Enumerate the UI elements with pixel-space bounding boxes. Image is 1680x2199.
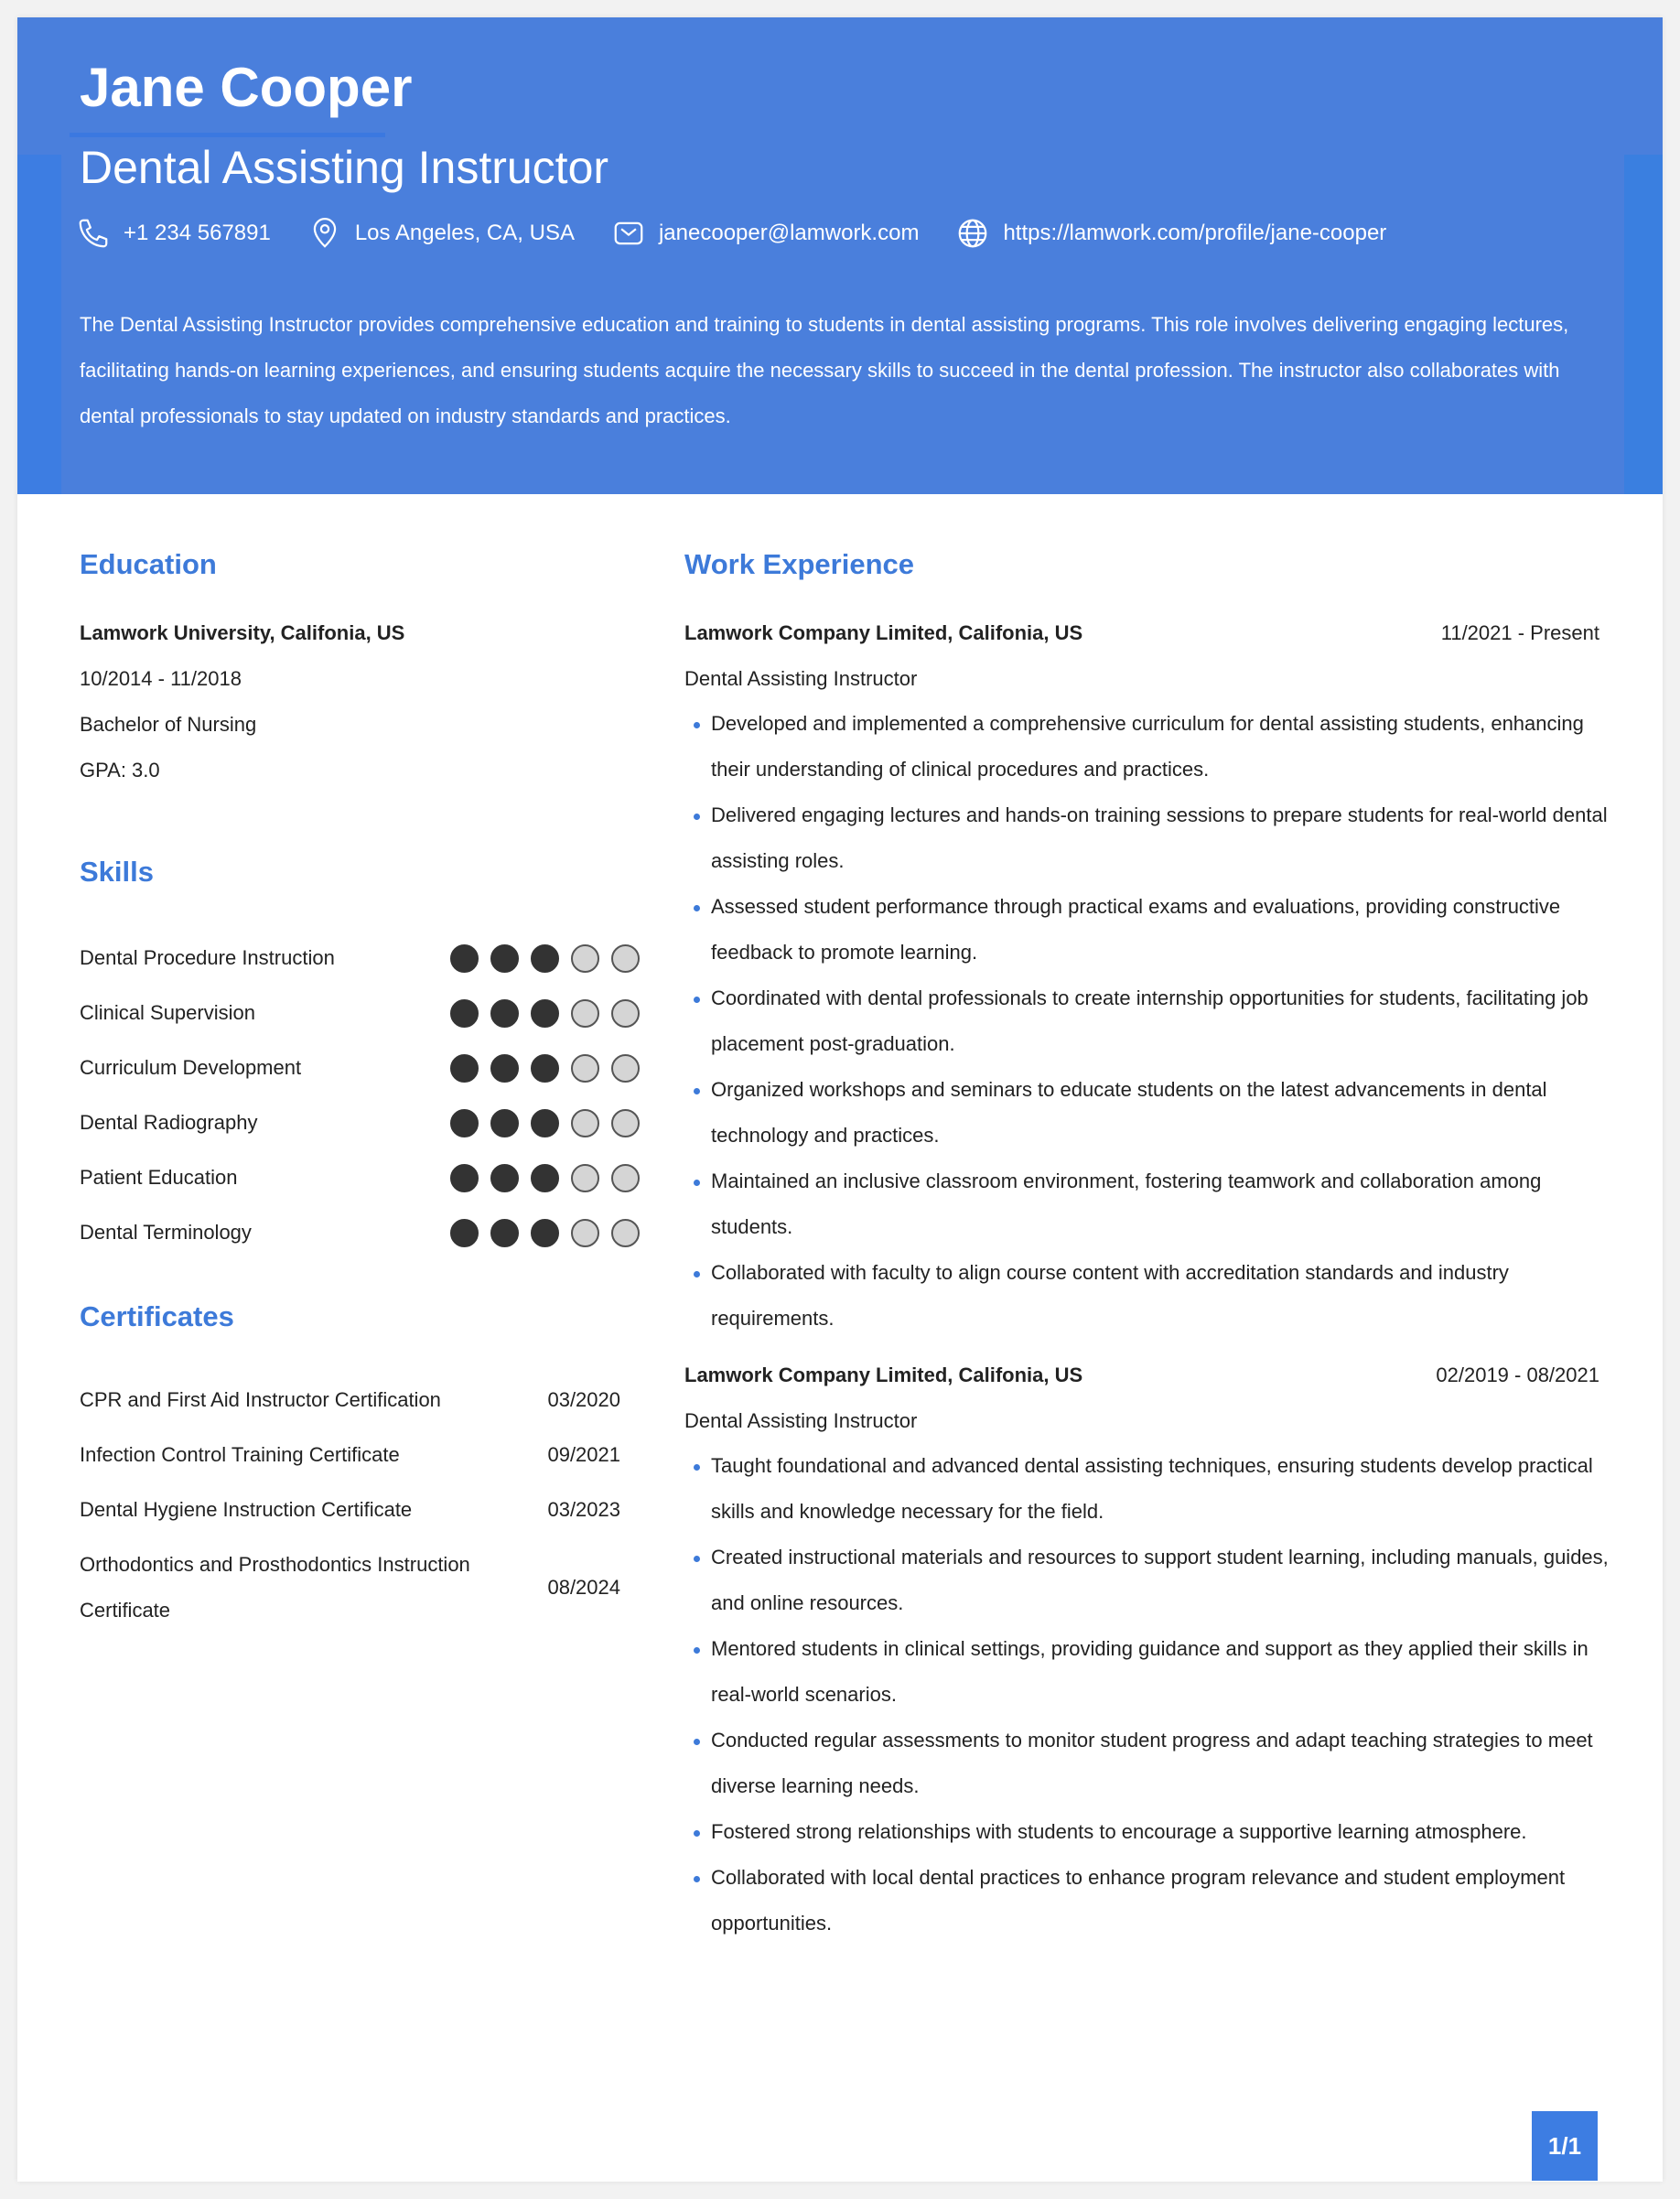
location-text: Los Angeles, CA, USA [354, 221, 575, 245]
email-text: janecooper@lamwork.com [658, 221, 920, 245]
job-header [684, 1364, 1599, 1387]
rating-dot-empty [611, 1219, 640, 1247]
certificate-date: 03/2023 [547, 1498, 620, 1521]
certificate-row [80, 1432, 620, 1478]
rating-dot-empty [571, 1164, 599, 1192]
certificate-row [80, 1377, 620, 1423]
contact-email[interactable] [611, 216, 919, 251]
certificate-name: Infection Control Training Certificate [80, 1443, 400, 1466]
job-company: Lamwork Company Limited, Califonia, US [684, 621, 1083, 644]
skill-row [80, 993, 640, 1033]
contact-website[interactable] [955, 216, 1386, 251]
skill-row [80, 1103, 640, 1143]
certificate-date: 03/2020 [547, 1388, 620, 1411]
rating-dot-empty [611, 1164, 640, 1192]
skill-rating [450, 944, 640, 973]
job-dates: 02/2019 - 08/2021 [1436, 1364, 1599, 1386]
phone-text: +1 234 567891 [124, 221, 271, 245]
skill-rating [450, 1164, 640, 1192]
skill-rating [450, 999, 640, 1028]
resume-page [17, 17, 1663, 2182]
rating-dot-filled [450, 1219, 479, 1247]
job-header [684, 621, 1599, 645]
job-bullet: Assessed student performance through practical exams and evaluations, providing constructive feedback to promote learning. [684, 884, 1609, 976]
rating-dot-filled [531, 999, 559, 1028]
certificate-name: Orthodontics and Prosthodontics Instruction Certificate [80, 1553, 470, 1622]
skill-row [80, 1048, 640, 1088]
rating-dot-filled [531, 1164, 559, 1192]
job-title: Dental Assisting Instructor [80, 142, 609, 193]
rating-dot-empty [611, 1054, 640, 1083]
website-text: https://lamwork.com/profile/jane-cooper [1003, 221, 1387, 245]
rating-dot-filled [490, 999, 519, 1028]
education-school: Lamwork University, Califonia, US [80, 621, 405, 644]
name-underline [70, 133, 385, 137]
skill-row [80, 938, 640, 978]
certificate-date: 08/2024 [547, 1576, 620, 1599]
job-dates: 11/2021 - Present [1440, 621, 1599, 644]
rating-dot-filled [450, 944, 479, 973]
job-bullet: Conducted regular assessments to monitor student progress and adapt teaching strategies to meet diverse learning needs. [684, 1718, 1609, 1809]
rating-dot-filled [531, 1054, 559, 1083]
contact-phone[interactable] [76, 216, 271, 251]
globe-icon [955, 216, 990, 251]
skill-name: Dental Terminology [80, 1221, 252, 1244]
rating-dot-empty [611, 1109, 640, 1137]
education-heading: Education [80, 548, 217, 580]
certificate-name: Dental Hygiene Instruction Certificate [80, 1498, 413, 1521]
phone-icon [76, 216, 111, 251]
certificate-date: 09/2021 [547, 1443, 620, 1466]
page-indicator: 1/1 [1532, 2111, 1598, 2181]
rating-dot-filled [450, 1164, 479, 1192]
rating-dot-filled [531, 1109, 559, 1137]
rating-dot-filled [490, 1054, 519, 1083]
resume-header [17, 17, 1663, 494]
job-role: Dental Assisting Instructor [684, 667, 918, 690]
rating-dot-filled [490, 1219, 519, 1247]
rating-dot-filled [490, 1164, 519, 1192]
candidate-name: Jane Cooper [80, 57, 413, 118]
rating-dot-empty [571, 1219, 599, 1247]
certificate-name: CPR and First Aid Instructor Certification [80, 1388, 441, 1411]
rating-dot-empty [571, 944, 599, 973]
certificate-row [80, 1487, 620, 1533]
work-experience-heading: Work Experience [684, 548, 914, 580]
email-icon [611, 216, 646, 251]
job-bullets [684, 701, 1609, 1342]
rating-dot-filled [490, 944, 519, 973]
certificates-heading: Certificates [80, 1300, 234, 1332]
skill-name: Dental Radiography [80, 1111, 258, 1134]
job-bullet: Developed and implemented a comprehensive curriculum for dental assisting students, enhancing their understanding of clinical procedures and practices. [684, 701, 1609, 792]
job-bullet: Created instructional materials and resources to support student learning, including manuals, guides, and online resources. [684, 1535, 1609, 1626]
job-company: Lamwork Company Limited, Califonia, US [684, 1364, 1083, 1386]
skill-name: Patient Education [80, 1166, 238, 1189]
skill-row [80, 1158, 640, 1198]
rating-dot-filled [450, 1109, 479, 1137]
header-accent-right [1624, 155, 1663, 494]
contact-bar [76, 213, 1423, 253]
job-bullets [684, 1443, 1609, 1946]
job-bullet: Taught foundational and advanced dental assisting techniques, ensuring students develop practical skills and knowledge necessary for the field. [684, 1443, 1609, 1535]
education-degree: Bachelor of Nursing [80, 713, 257, 736]
rating-dot-filled [450, 1054, 479, 1083]
rating-dot-empty [611, 999, 640, 1028]
header-accent-left [17, 155, 61, 494]
job-bullet: Delivered engaging lectures and hands-on training sessions to prepare students for real-world dental assisting roles. [684, 792, 1609, 884]
rating-dot-filled [490, 1109, 519, 1137]
contact-location [307, 216, 575, 251]
location-icon [307, 216, 342, 251]
rating-dot-empty [571, 1054, 599, 1083]
rating-dot-empty [571, 1109, 599, 1137]
rating-dot-empty [571, 999, 599, 1028]
certificate-row [80, 1542, 620, 1633]
skill-name: Dental Procedure Instruction [80, 946, 335, 969]
skill-name: Clinical Supervision [80, 1001, 255, 1024]
skill-name: Curriculum Development [80, 1056, 302, 1079]
job-bullet: Collaborated with faculty to align course content with accreditation standards and industry requirements. [684, 1250, 1609, 1342]
profile-summary: The Dental Assisting Instructor provides comprehensive education and training to students in dental assisting programs. This role involves delivering engaging lectures, facilitating hands-on learning experiences, and ensuring students acquire the necessary skills to succeed in the dental profession. The instructor also collaborates with dental professionals to stay updated on industry standards and practices. [80, 313, 1569, 427]
skill-row [80, 1213, 640, 1253]
job-bullet: Coordinated with dental professionals to create internship opportunities for students, facilitating job placement post-graduation. [684, 976, 1609, 1067]
job-bullet: Mentored students in clinical settings, providing guidance and support as they applied their skills in real-world scenarios. [684, 1626, 1609, 1718]
rating-dot-filled [531, 944, 559, 973]
rating-dot-empty [611, 944, 640, 973]
rating-dot-filled [531, 1219, 559, 1247]
skill-rating [450, 1219, 640, 1247]
education-gpa: GPA: 3.0 [80, 759, 160, 782]
job-role: Dental Assisting Instructor [684, 1409, 918, 1432]
job-bullet: Collaborated with local dental practices to enhance program relevance and student employment opportunities. [684, 1855, 1609, 1946]
skill-rating [450, 1054, 640, 1083]
skills-heading: Skills [80, 856, 154, 888]
job-bullet: Fostered strong relationships with students to encourage a supportive learning atmosphere. [684, 1809, 1609, 1855]
rating-dot-filled [450, 999, 479, 1028]
job-bullet: Organized workshops and seminars to educate students on the latest advancements in dental technology and practices. [684, 1067, 1609, 1159]
job-bullet: Maintained an inclusive classroom environment, fostering teamwork and collaboration among students. [684, 1159, 1609, 1250]
education-dates: 10/2014 - 11/2018 [80, 667, 242, 690]
skill-rating [450, 1109, 640, 1137]
